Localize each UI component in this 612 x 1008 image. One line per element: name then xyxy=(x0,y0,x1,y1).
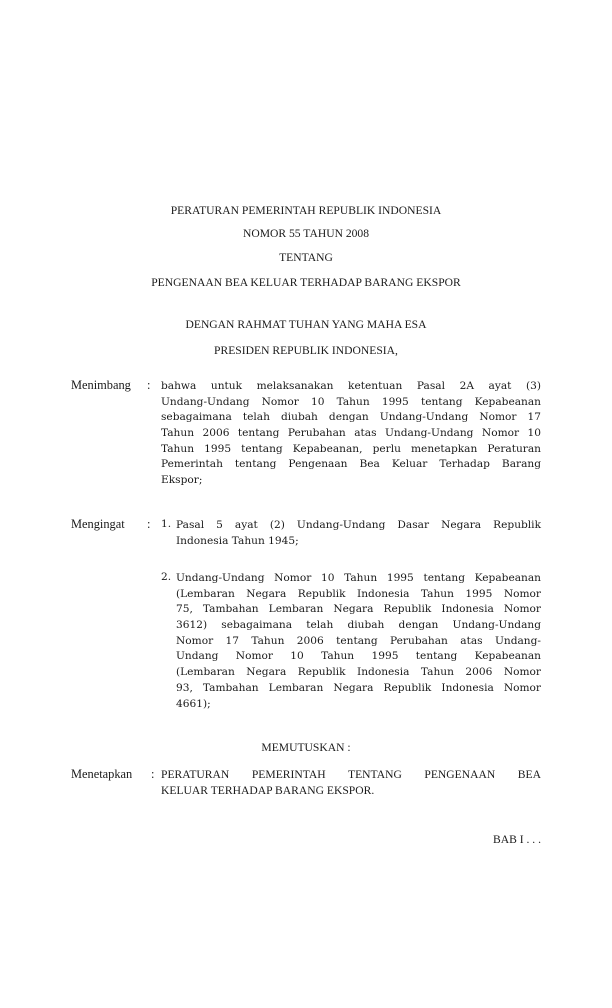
president-heading: PRESIDEN REPUBLIK INDONESIA, xyxy=(214,344,398,357)
mengingat-colon: : xyxy=(147,517,151,531)
menimbang-text xyxy=(161,379,541,489)
text-line: Undang-Undang Nomor 10 Tahun 1995 tentang Kepabeanan xyxy=(176,572,541,584)
regulation-subject: PENGENAAN BEA KELUAR TERHADAP BARANG EKSPOR xyxy=(151,276,461,289)
mengingat-item-1 xyxy=(176,518,541,549)
text-line: PERATURAN PEMERINTAH TENTANG PENGENAAN BEA xyxy=(161,768,541,781)
text-line: Indonesia Tahun 1945; xyxy=(176,534,299,547)
list-item-number: 2. xyxy=(161,571,172,583)
text-line: Undang-Undang Nomor 10 Tahun 1995 tentang Kepabeanan xyxy=(161,395,541,408)
text-line: Undang Nomor 10 Tahun 1995 tentang Kepabeanan xyxy=(176,650,541,663)
text-line: Pemerintah tentang Pengenaan Bea Keluar Terhadap Barang xyxy=(161,458,541,471)
text-line: Pasal 5 ayat (2) Undang-Undang Dasar Negara Republik xyxy=(176,519,541,531)
menimbang-label: Menimbang xyxy=(71,378,131,392)
text-line: (Lembaran Negara Republik Indonesia Tahun 1995 Nomor xyxy=(176,587,541,600)
regulation-number: NOMOR 55 TAHUN 2008 xyxy=(242,227,370,240)
text-line: Nomor 17 Tahun 2006 tentang Perubahan atas Undang- xyxy=(176,634,541,647)
text-line: 75, Tambahan Lembaran Negara Republik Indonesia Nomor xyxy=(176,603,541,616)
text-line: Tahun 2006 tentang Perubahan atas Undang-Undang Nomor 10 xyxy=(161,427,541,440)
text-line: sebagaimana telah diubah dengan Undang-Undang Nomor 17 xyxy=(161,411,541,424)
list-item-number: 1. xyxy=(161,518,172,530)
menimbang-colon: : xyxy=(147,378,151,392)
invocation: DENGAN RAHMAT TUHAN YANG MAHA ESA xyxy=(185,318,427,331)
about-label: TENTANG xyxy=(279,251,333,264)
menetapkan-label: Menetapkan xyxy=(71,767,133,781)
text-line: 3612) sebagaimana telah diubah dengan Undang-Undang xyxy=(176,619,541,632)
regulation-title: PERATURAN PEMERINTAH REPUBLIK INDONESIA xyxy=(170,204,442,217)
text-line: KELUAR TERHADAP BARANG EKSPOR. xyxy=(161,783,375,797)
page-continuation: BAB I . . . xyxy=(493,833,541,846)
text-line: 4661); xyxy=(176,697,211,710)
text-line: 93, Tambahan Lembaran Negara Republik Indonesia Nomor xyxy=(176,681,541,694)
menetapkan-colon: : xyxy=(151,767,155,781)
text-line: (Lembaran Negara Republik Indonesia Tahun 2006 Nomor xyxy=(176,666,541,679)
text-line: Tahun 1995 tentang Kepabeanan, perlu menetapkan Peraturan xyxy=(161,442,541,455)
mengingat-item-2 xyxy=(176,571,541,712)
decision-heading: MEMUTUSKAN : xyxy=(261,741,351,754)
menetapkan-text xyxy=(161,767,541,798)
text-line: Ekspor; xyxy=(161,474,203,487)
mengingat-label: Mengingat xyxy=(71,517,125,531)
text-line: bahwa untuk melaksanakan ketentuan Pasal 2A ayat (3) xyxy=(161,380,541,392)
